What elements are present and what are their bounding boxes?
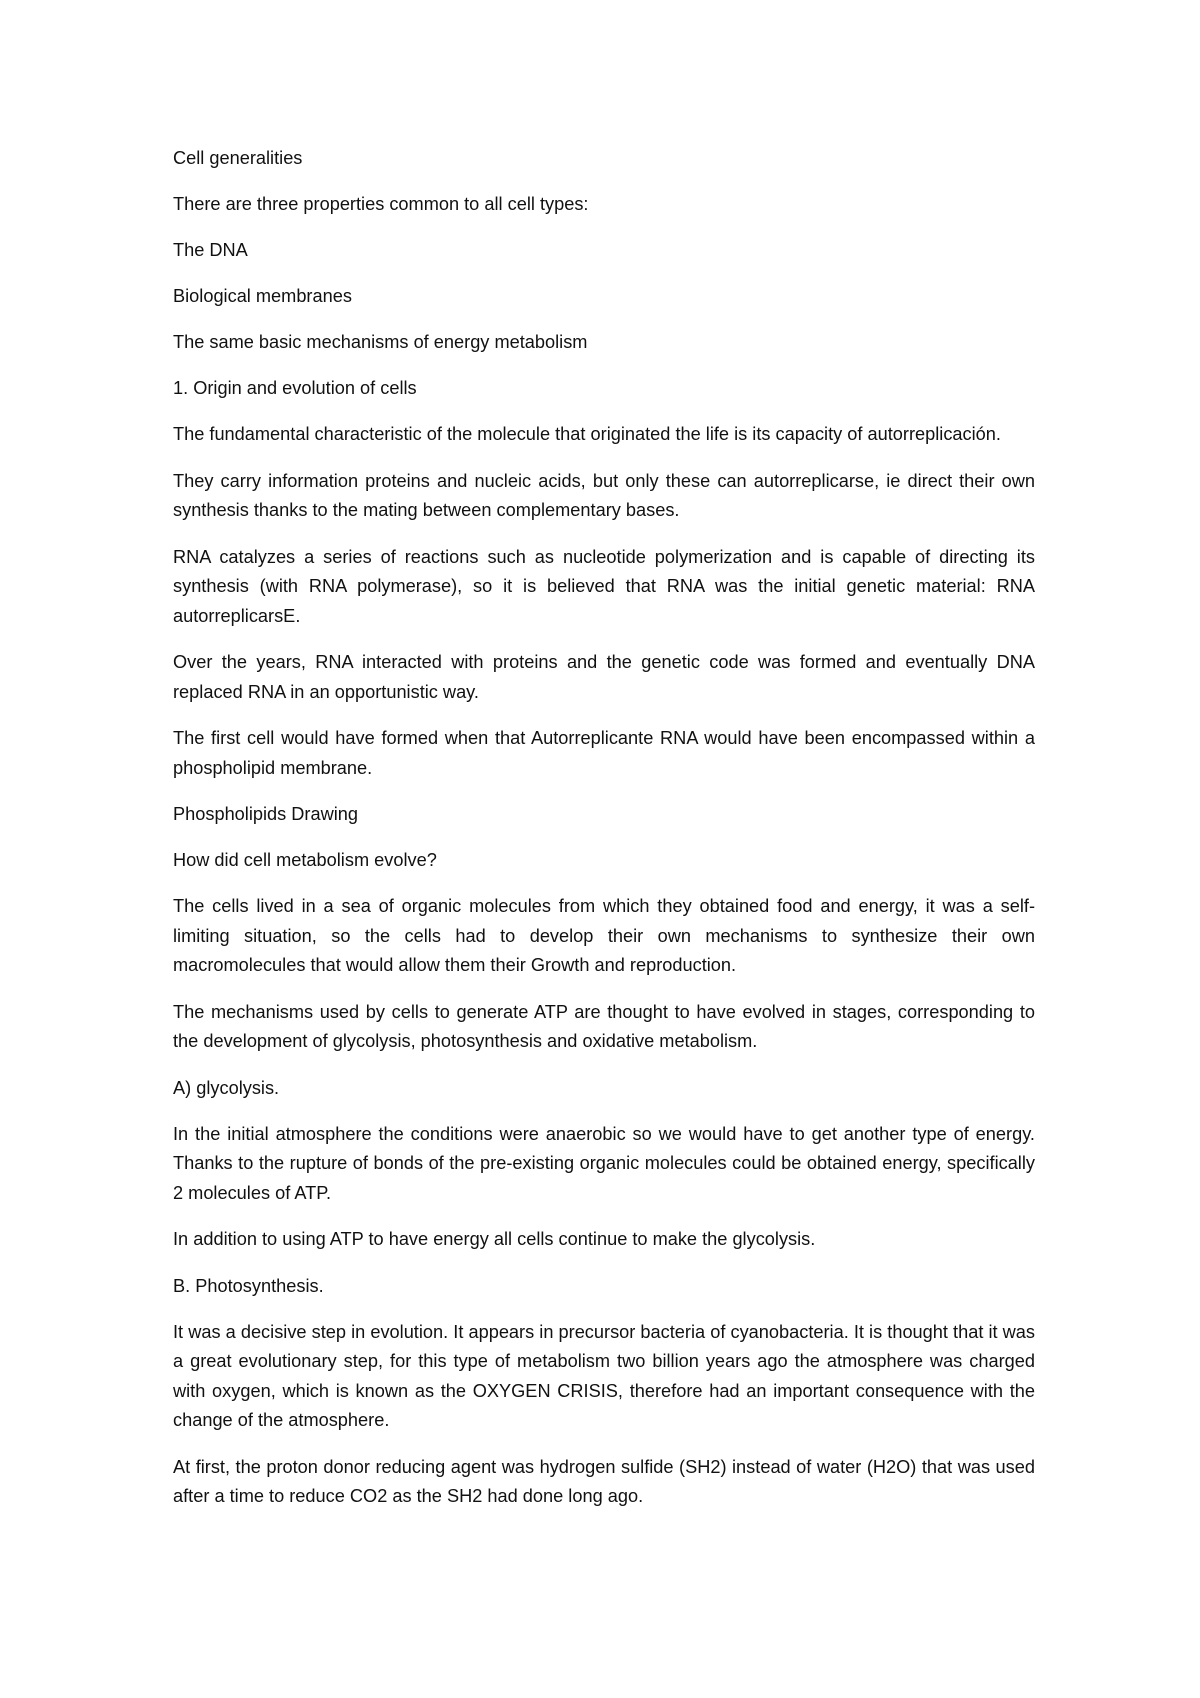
document-title: Cell generalities (173, 148, 303, 168)
document-body (173, 144, 1035, 1529)
paragraph: The cells lived in a sea of organic molecules from which they obtained food and energy, it was a self-limiting situation, so the cells had to develop their own mechanisms to synthesize their own macromolecules that would allow them their Growth and reproduction. (173, 896, 1035, 975)
property-item: The DNA (173, 240, 248, 260)
paragraph: It was a decisive step in evolution. It appears in precursor bacteria of cyanobacteria. It is thought that it was a great evolutionary step, for this type of metabolism two billion years ago the atmosphere was charged with oxygen, which is known as the OXYGEN CRISIS, therefore had an important consequence with the change of the atmosphere. (173, 1321, 1035, 1430)
property-item: The same basic mechanisms of energy metabolism (173, 332, 588, 352)
property-item: Biological membranes (173, 286, 352, 306)
section-heading-origin: 1. Origin and evolution of cells (173, 378, 417, 398)
paragraph: The fundamental characteristic of the molecule that originated the life is its capacity of autorreplicación. (173, 424, 1001, 444)
paragraph: In addition to using ATP to have energy all cells continue to make the glycolysis. (173, 1229, 816, 1249)
paragraph: They carry information proteins and nucleic acids, but only these can autorreplicarse, ie direct their own synthesis thanks to the mating between complementary bases. (173, 470, 1035, 520)
paragraph: The mechanisms used by cells to generate ATP are thought to have evolved in stages, corresponding to the development of glycolysis, photosynthesis and oxidative metabolism. (173, 1001, 1035, 1051)
section-heading-glycolysis: A) glycolysis. (173, 1077, 280, 1098)
drawing-label: Phospholipids Drawing (173, 804, 359, 824)
paragraph: RNA catalyzes a series of reactions such as nucleotide polymerization and is capable of directing its synthesis (with RNA polymerase), so it is believed that RNA was the initial genetic material: RNA autorreplicarsE. (173, 546, 1035, 626)
paragraph: Over the years, RNA interacted with proteins and the genetic code was formed and eventually DNA replaced RNA in an opportunistic way. (173, 652, 1035, 702)
question-heading: How did cell metabolism evolve? (173, 850, 437, 870)
paragraph: The first cell would have formed when that Autorreplicante RNA would have been encompassed within a phospholipid membrane. (173, 728, 1035, 778)
paragraph: In the initial atmosphere the conditions were anaerobic so we would have to get another type of energy. Thanks to the rupture of bonds of the pre-existing organic molecules could be obtained energy, specifically 2 molecules of ATP. (173, 1123, 1035, 1203)
paragraph: At first, the proton donor reducing agent was hydrogen sulfide (SH2) instead of water (H2O) that was used after a time to reduce CO2 as the SH2 had done long ago. (173, 1456, 1035, 1506)
section-heading-photosynthesis: B. Photosynthesis. (173, 1275, 324, 1296)
intro-text: There are three properties common to all cell types: (173, 194, 589, 214)
